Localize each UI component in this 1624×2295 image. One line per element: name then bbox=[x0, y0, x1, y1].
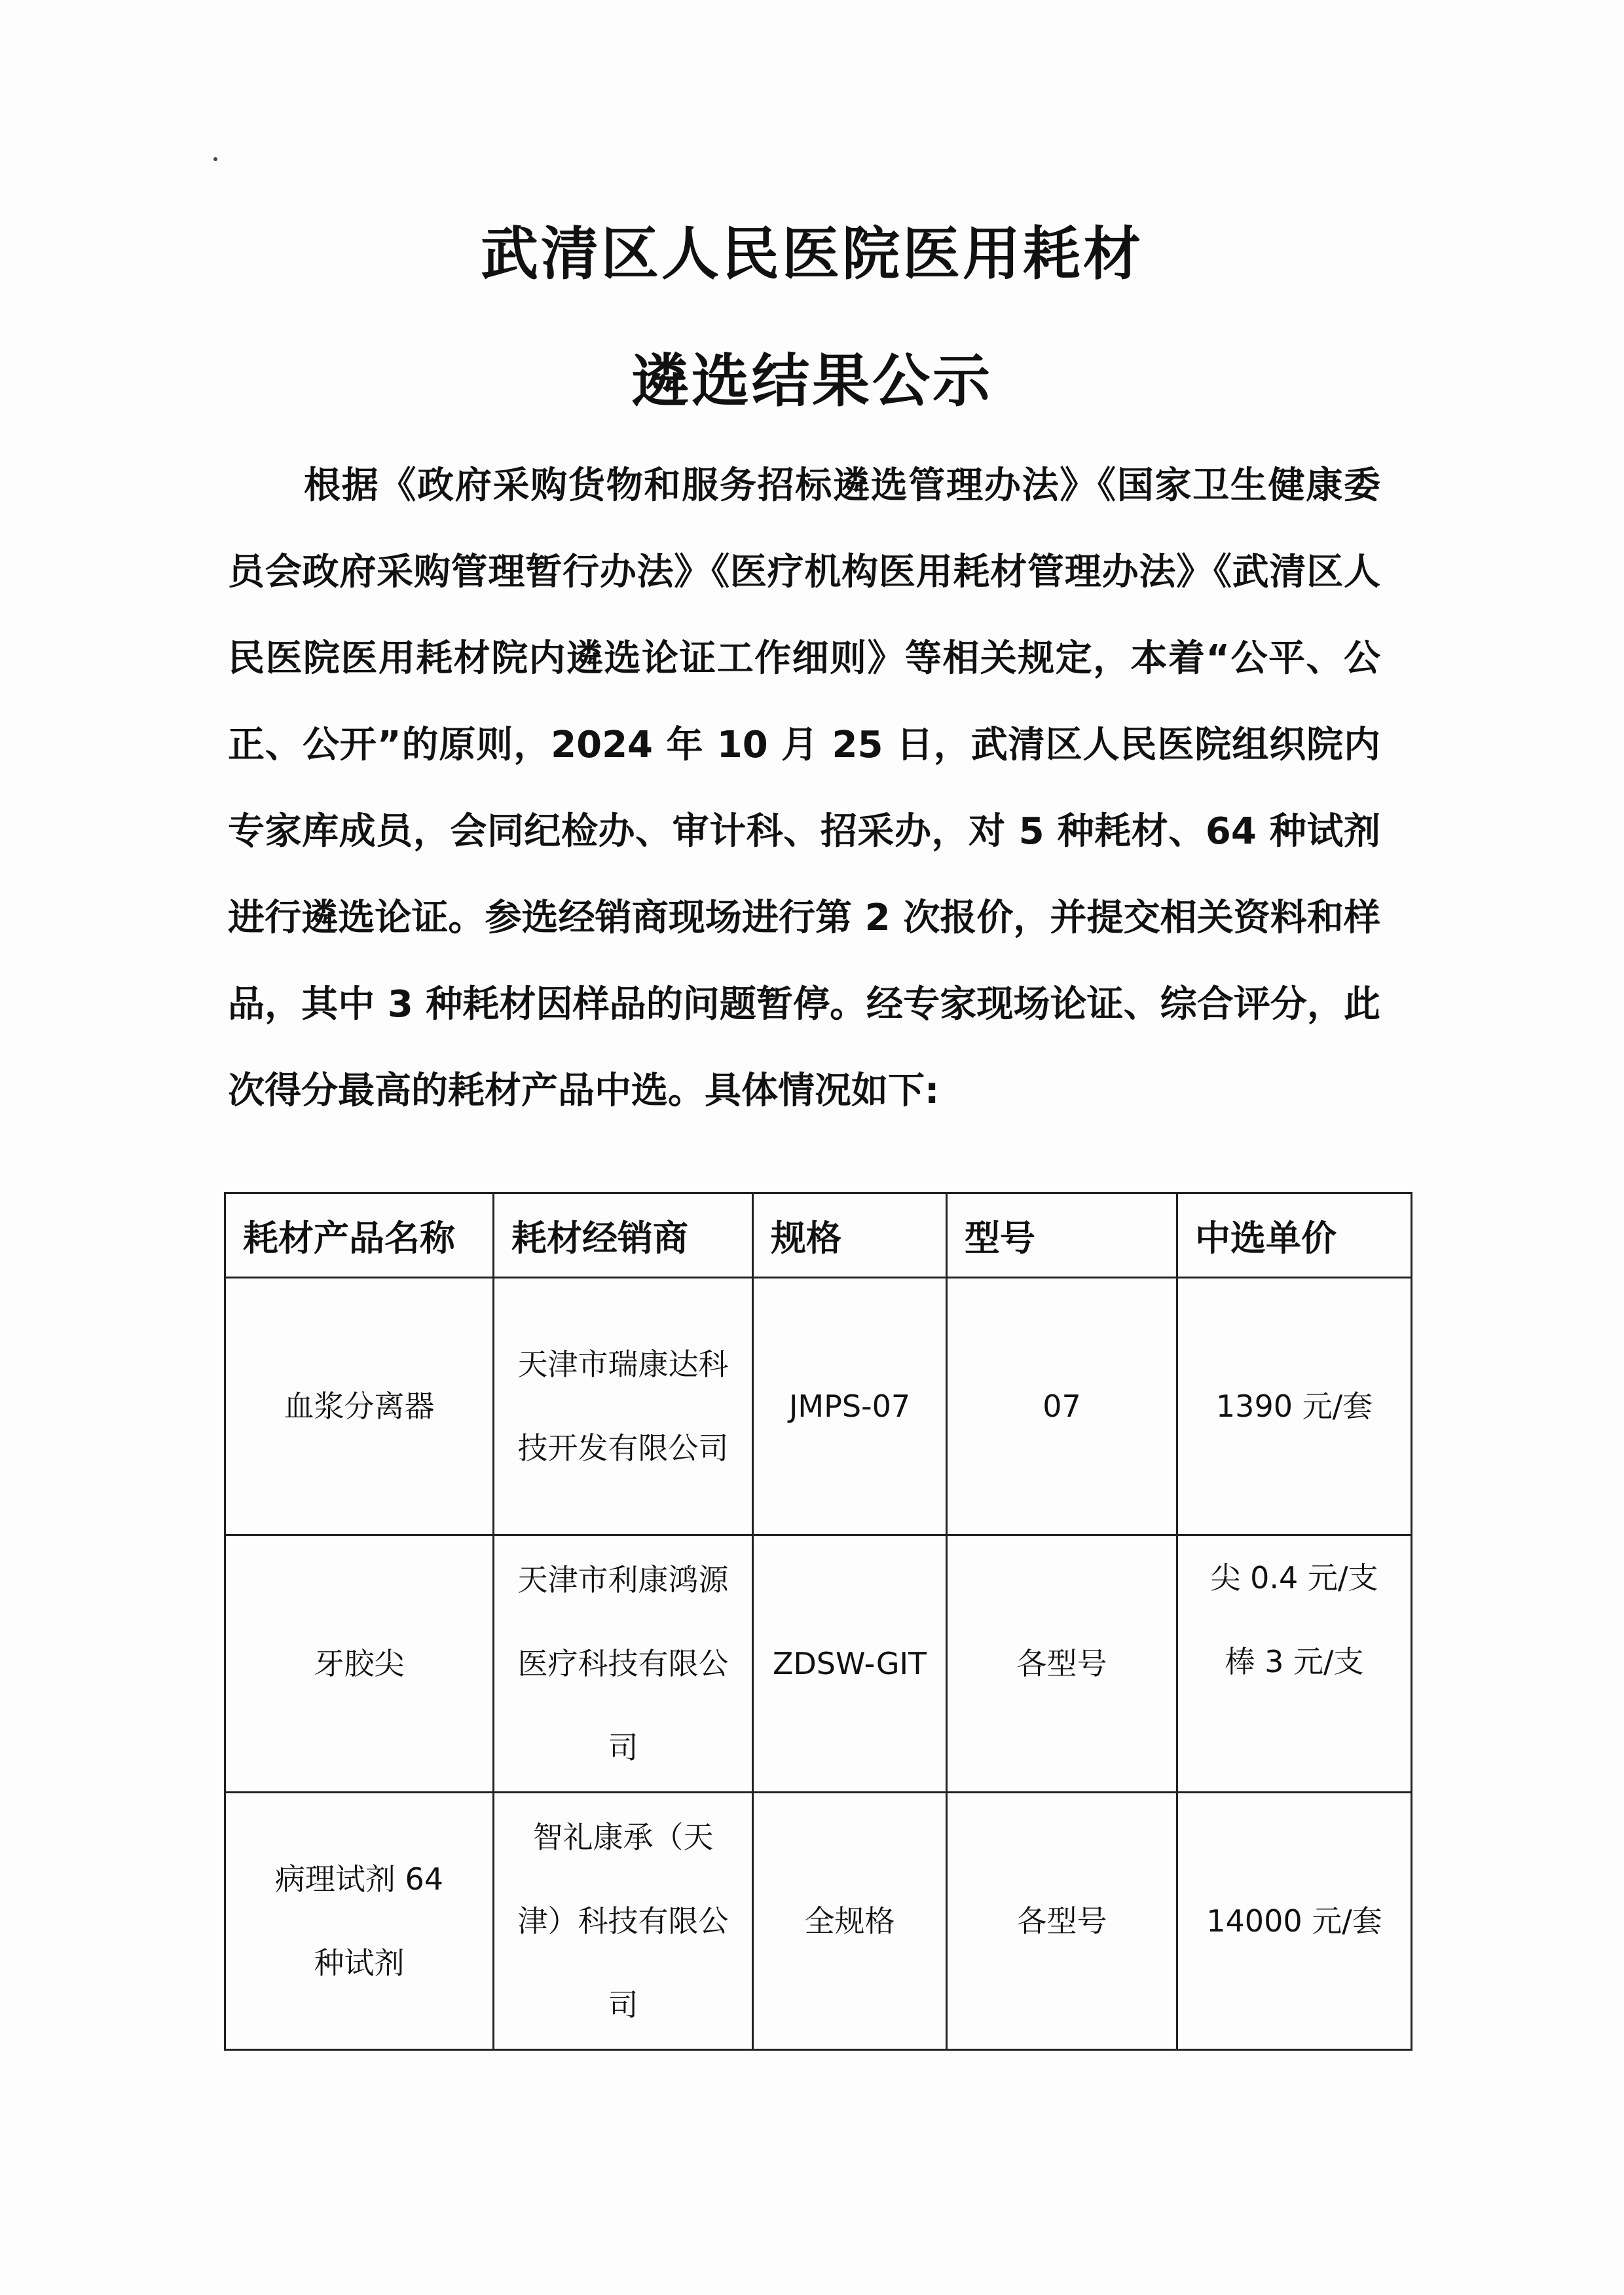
cell-product: 牙胶尖 bbox=[225, 1535, 494, 1793]
header-price: 中选单价 bbox=[1177, 1193, 1412, 1278]
page-title: 武清区人民医院医用耗材 bbox=[480, 220, 1143, 288]
cell-product: 病理试剂 64 种试剂 bbox=[225, 1793, 494, 2050]
cell-price: 尖 0.4 元/支 棒 3 元/支 bbox=[1177, 1535, 1412, 1793]
table-row bbox=[225, 1278, 1412, 1535]
cell-supplier: 天津市瑞康达科技开发有限公司 bbox=[494, 1278, 753, 1535]
page-subtitle: 遴选结果公示 bbox=[631, 347, 993, 415]
header-model: 型号 bbox=[947, 1193, 1177, 1278]
cell-supplier: 智礼康承（天津）科技有限公司 bbox=[494, 1793, 753, 2050]
header-spec: 规格 bbox=[753, 1193, 947, 1278]
cell-model: 各型号 bbox=[947, 1535, 1177, 1793]
table-header-row bbox=[225, 1193, 1412, 1278]
cell-spec: 全规格 bbox=[753, 1793, 947, 2050]
cell-price: 14000 元/套 bbox=[1177, 1793, 1412, 2050]
cell-spec: JMPS-07 bbox=[753, 1278, 947, 1535]
cell-spec: ZDSW-GIT bbox=[753, 1535, 947, 1793]
header-supplier: 耗材经销商 bbox=[494, 1193, 753, 1278]
cell-product: 血浆分离器 bbox=[225, 1278, 494, 1535]
table-row bbox=[225, 1535, 1412, 1793]
table-row bbox=[225, 1793, 1412, 2050]
scan-speck bbox=[213, 157, 217, 161]
body-paragraph: 根据《政府采购货物和服务招标遴选管理办法》《国家卫生健康委员会政府采购管理暂行办法》《医疗机构医用耗材管理办法》《武清区人民医院医用耗材院内遴选论证工作细则》等相关规定，本着“公平、公正、公开”的原则，2024 年 10 月 25 日，武清区人民医院组织院内专家库成员，会同纪检办、审计科、招采办，对 5 种耗材、64 种试剂进行遴选论证。参选经销商现场进行第 2 次报价，并提交相关资料和样品，其中 3 种耗材因样品的问题暂停。经专家现场论证、综合评分，此次得分最高的耗材产品中选。具体情况如下: bbox=[228, 464, 1380, 1112]
header-product: 耗材产品名称 bbox=[225, 1193, 494, 1278]
cell-price: 1390 元/套 bbox=[1177, 1278, 1412, 1535]
result-table bbox=[224, 1192, 1412, 2051]
cell-model: 07 bbox=[947, 1278, 1177, 1535]
cell-supplier: 天津市利康鸿源医疗科技有限公司 bbox=[494, 1535, 753, 1793]
cell-model: 各型号 bbox=[947, 1793, 1177, 2050]
